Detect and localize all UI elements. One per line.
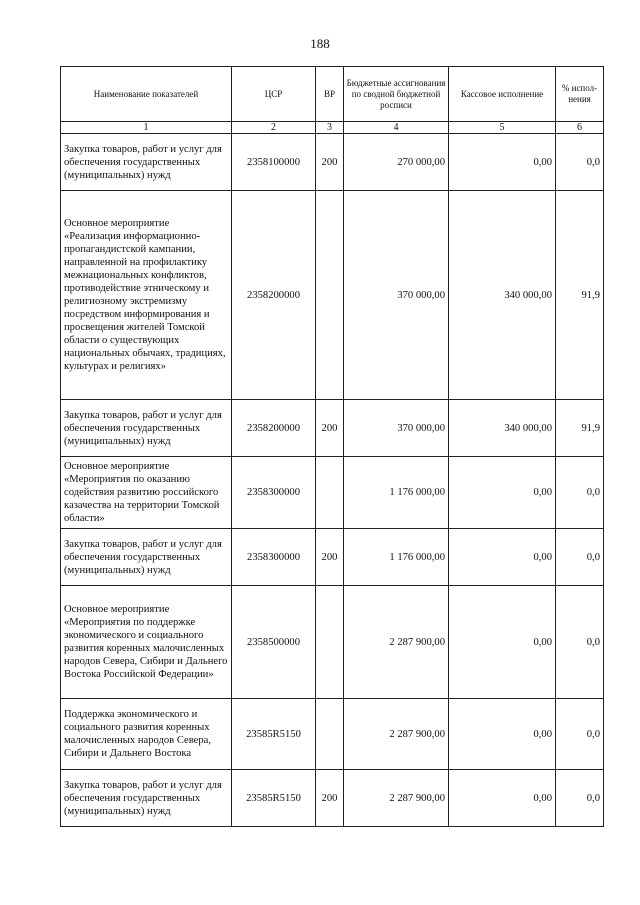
column-number-row [61,122,604,134]
table-row [61,529,604,586]
cash-cell: 0,00 [449,586,556,699]
header-budget: Бюджетные ассигнования по сводной бюджетной росписи [344,67,449,122]
indicator-name-cell: Закупка товаров, работ и услуг для обеспечения государственных (муниципальных) нужд [61,134,232,191]
column-number: 5 [449,122,556,134]
cash-cell: 340 000,00 [449,400,556,457]
cash-cell: 0,00 [449,699,556,770]
header-csr: ЦСР [232,67,316,122]
percent-cell: 91,9 [556,400,604,457]
percent-cell: 91,9 [556,191,604,400]
table-row [61,457,604,529]
column-number: 2 [232,122,316,134]
vr-cell [316,457,344,529]
vr-cell: 200 [316,400,344,457]
table-header-row [61,67,604,122]
vr-cell: 200 [316,529,344,586]
column-number: 4 [344,122,449,134]
csr-cell: 23585R5150 [232,699,316,770]
percent-cell: 0,0 [556,457,604,529]
table-row [61,400,604,457]
header-percent: % испол-нения [556,67,604,122]
csr-cell: 23585R5150 [232,770,316,827]
cash-cell: 0,00 [449,770,556,827]
vr-cell: 200 [316,134,344,191]
percent-cell: 0,0 [556,529,604,586]
column-number: 6 [556,122,604,134]
indicator-name-cell: Основное мероприятие «Мероприятия по поддержке экономического и социального развития коренных малочисленных народов Севера, Сибири и Дальнего Востока Российской Федерации» [61,586,232,699]
indicator-name-cell: Основное мероприятие «Реализация информационно-пропагандистской кампании, направленной на профилактику межнациональных конфликтов, противодействие этническому и религиозному экстремизму посредством информирования и просвещения жителей Томской области о существующих национальных обычаях, традициях, культурах и религиях» [61,191,232,400]
budget-cell: 2 287 900,00 [344,699,449,770]
csr-cell: 2358100000 [232,134,316,191]
table-row [61,134,604,191]
column-number: 3 [316,122,344,134]
cash-cell: 0,00 [449,457,556,529]
page-number: 188 [310,36,330,51]
csr-cell: 2358500000 [232,586,316,699]
budget-cell: 370 000,00 [344,400,449,457]
cash-cell: 0,00 [449,134,556,191]
budget-cell: 370 000,00 [344,191,449,400]
table-row [61,191,604,400]
header-indicator-name: Наименование показателей [61,67,232,122]
indicator-name-cell: Закупка товаров, работ и услуг для обеспечения государственных (муниципальных) нужд [61,400,232,457]
budget-cell: 1 176 000,00 [344,529,449,586]
csr-cell: 2358300000 [232,457,316,529]
budget-execution-table [60,66,604,827]
csr-cell: 2358200000 [232,400,316,457]
budget-cell: 2 287 900,00 [344,770,449,827]
table-row [61,699,604,770]
percent-cell: 0,0 [556,699,604,770]
percent-cell: 0,0 [556,586,604,699]
table-row [61,586,604,699]
csr-cell: 2358200000 [232,191,316,400]
cash-cell: 0,00 [449,529,556,586]
vr-cell [316,586,344,699]
budget-cell: 270 000,00 [344,134,449,191]
table-row [61,770,604,827]
column-number: 1 [61,122,232,134]
cash-cell: 340 000,00 [449,191,556,400]
percent-cell: 0,0 [556,134,604,191]
indicator-name-cell: Закупка товаров, работ и услуг для обеспечения государственных (муниципальных) нужд [61,529,232,586]
indicator-name-cell: Основное мероприятие «Мероприятия по оказанию содействия развитию российского казачества на территории Томской области» [61,457,232,529]
header-vr: ВР [316,67,344,122]
vr-cell [316,191,344,400]
budget-cell: 1 176 000,00 [344,457,449,529]
indicator-name-cell: Закупка товаров, работ и услуг для обеспечения государственных (муниципальных) нужд [61,770,232,827]
percent-cell: 0,0 [556,770,604,827]
budget-cell: 2 287 900,00 [344,586,449,699]
header-cash: Кассовое исполнение [449,67,556,122]
csr-cell: 2358300000 [232,529,316,586]
vr-cell [316,699,344,770]
indicator-name-cell: Поддержка экономического и социального развития коренных малочисленных народов Севера, Сибири и Дальнего Востока [61,699,232,770]
vr-cell: 200 [316,770,344,827]
